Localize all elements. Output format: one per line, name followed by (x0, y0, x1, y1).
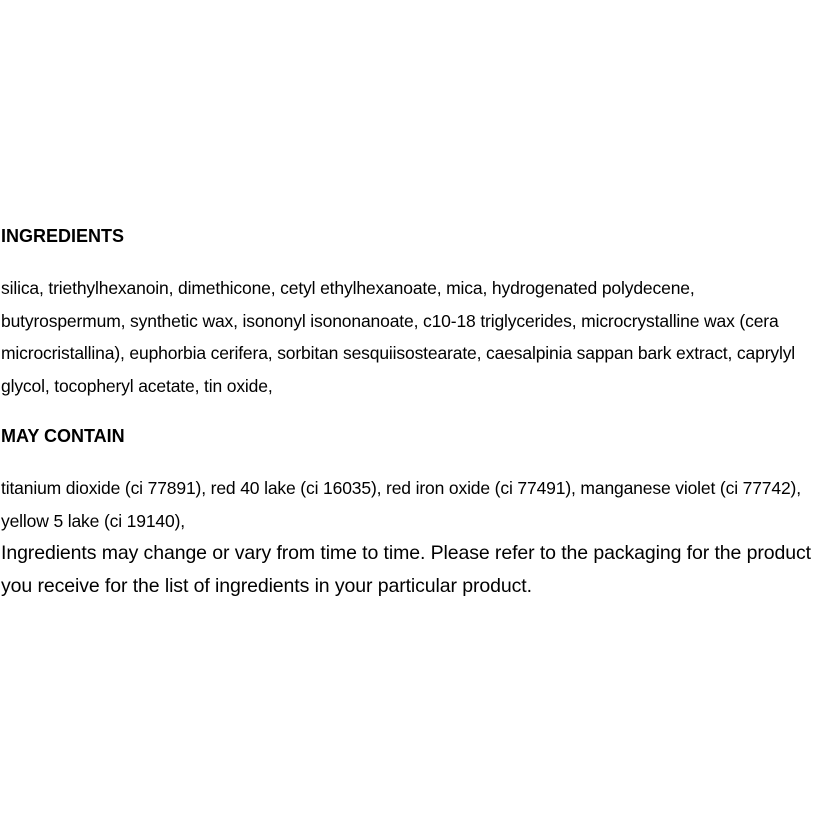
may-contain-list: titanium dioxide (ci 77891), red 40 lake (ci 16035), red iron oxide (ci 77491), manganese violet (ci 77742), yellow 5 lake (ci 19140), (1, 478, 801, 531)
may-contain-heading: MAY CONTAIN (1, 426, 125, 446)
ingredients-heading: INGREDIENTS (1, 226, 125, 246)
ingredients-disclaimer: Ingredients may change or vary from time to time. Please refer to the packaging for the product you receive for the list of ingredients in your particular product. (1, 542, 811, 597)
ingredients-list: silica, triethylhexanoin, dimethicone, cetyl ethylhexanoate, mica, hydrogenated polydecene, butyrospermum, synthetic wax, isononyl isononanoate, c10-18 triglycerides, microcrystalline wax (cera microcristallina), euphorbia cerifera, sorbitan sesquiisostearate, caesalpinia sappan bark extract, caprylyl glycol, tocopheryl acetate, tin oxide, (1, 278, 796, 396)
